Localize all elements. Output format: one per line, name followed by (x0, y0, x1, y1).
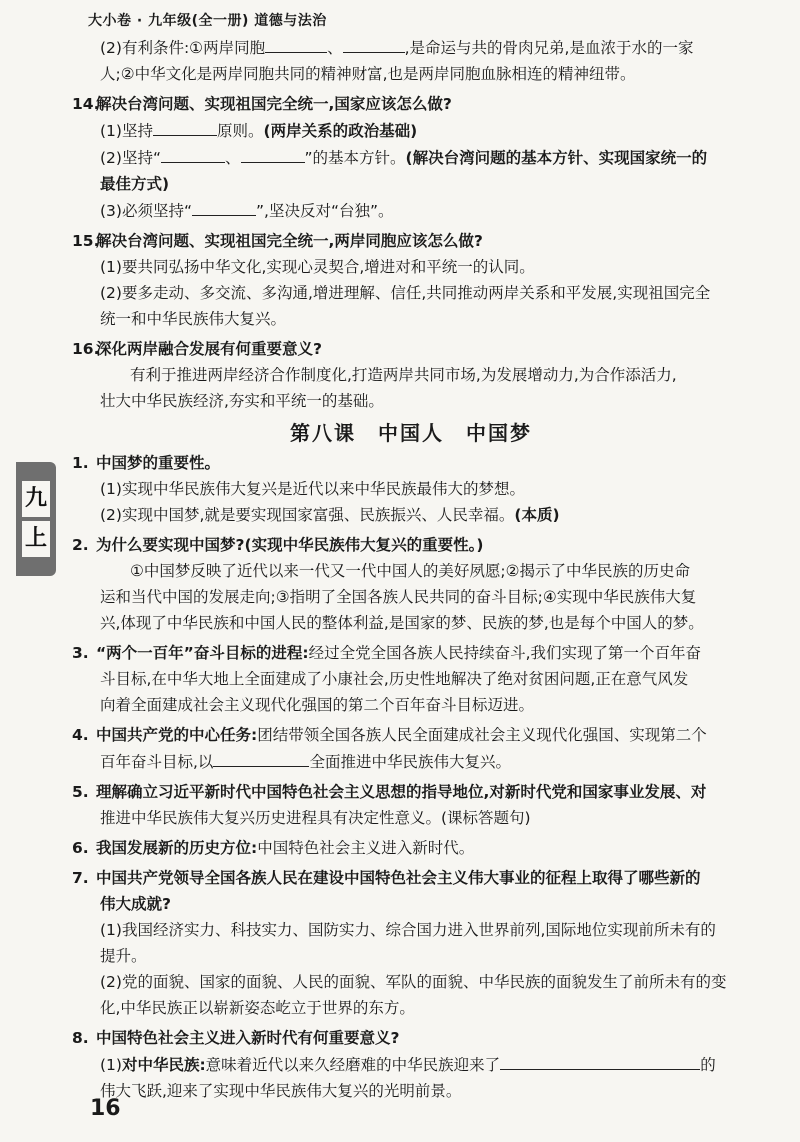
fill-blank[interactable] (241, 144, 305, 163)
point-6: 6. 我国发展新的历史方位:中国特色社会主义进入新时代。 (72, 839, 475, 857)
page-content (72, 34, 750, 1104)
question-15: 15.解决台湾问题、实现祖国完全统一,两岸同胞应该怎么做? (72, 232, 483, 250)
point-5: 5. 理解确立习近平新时代中国特色社会主义思想的指导地位,对新时代党和国家事业发展、对 (72, 783, 707, 801)
text-line: 向着全面建成社会主义现代化强国的第二个百年奋斗目标迈进。 (100, 696, 535, 714)
text-line: 伟大成就? (100, 895, 171, 913)
point-4: 4. 中国共产党的中心任务:团结带领全国各族人民全面建成社会主义现代化强国、实现第二个 (72, 726, 707, 744)
text-line: 兴,体现了中华民族和中国人民的整体利益,是国家的梦、民族的梦,也是每个中国人的梦。 (100, 614, 704, 632)
fill-blank[interactable] (192, 197, 256, 216)
text-line: 伟大飞跃,迎来了实现中华民族伟大复兴的光明前景。 (100, 1082, 462, 1100)
point-7: 7. 中国共产党领导全国各族人民在建设中国特色社会主义伟大事业的征程上取得了哪些新的 (72, 869, 701, 887)
text-line: (3)必须坚持“ ”,坚决反对“台独”。 (72, 197, 750, 224)
point-3: 3. “两个一百年”奋斗目标的进程:经过全党全国各族人民持续奋斗,我们实现了第一个百年奋 (72, 644, 702, 662)
side-tab-char-2: 上 (22, 521, 50, 557)
text-line: (1)要共同弘扬中华文化,实现心灵契合,增进对和平统一的认同。 (100, 258, 535, 276)
text-line: 人;②中华文化是两岸同胞共同的精神财富,也是两岸同胞血脉相连的精神纽带。 (100, 65, 636, 83)
text-line: (1)我国经济实力、科技实力、国防实力、综合国力进入世界前列,国际地位实现前所未有的 (100, 921, 716, 939)
page-header: 大小卷 · 九年级(全一册) 道德与法治 (88, 13, 327, 29)
fill-blank[interactable] (153, 117, 217, 136)
text-line: (1)实现中华民族伟大复兴是近代以来中华民族最伟大的梦想。 (100, 480, 525, 498)
fill-blank[interactable] (500, 1051, 700, 1070)
point-1: 1. 中国梦的重要性。 (72, 454, 221, 472)
text-line: ①中国梦反映了近代以来一代又一代中国人的美好夙愿;②揭示了中华民族的历史命 (130, 562, 691, 580)
question-14: 14.解决台湾问题、实现祖国完全统一,国家应该怎么做? (72, 95, 452, 113)
text-line: (2)坚持“ 、 ”的基本方针。(解决台湾问题的基本方针、实现国家统一的 (72, 144, 750, 171)
text-line: (2)党的面貌、国家的面貌、人民的面貌、军队的面貌、中华民族的面貌发生了前所未有的变 (100, 973, 727, 991)
text-line: (1)坚持 原则。(两岸关系的政治基础) (72, 117, 750, 144)
text-line: 统一和中华民族伟大复兴。 (100, 310, 287, 328)
text-line: 最佳方式) (100, 175, 170, 193)
text-line: (2)要多走动、多交流、多沟通,增进理解、信任,共同推动两岸关系和平发展,实现祖国完全 (100, 284, 711, 302)
point-8: 8. 中国特色社会主义进入新时代有何重要意义? (72, 1029, 400, 1047)
point-2: 2. 为什么要实现中国梦?(实现中华民族伟大复兴的重要性。) (72, 536, 484, 554)
lesson-title: 第八课 中国人 中国梦 (290, 421, 532, 445)
fill-blank[interactable] (265, 34, 327, 53)
text-line: 运和当代中国的发展走向;③指明了全国各族人民共同的奋斗目标;④实现中华民族伟大复 (100, 588, 697, 606)
text-line: (2)有利条件:①两岸同胞 、 ,是命运与共的骨肉兄弟,是血浓于水的一家 (72, 34, 750, 61)
side-tab-char-1: 九 (22, 481, 50, 517)
grade-side-tab (16, 462, 56, 576)
fill-blank[interactable] (213, 748, 309, 767)
text-line: 百年奋斗目标,以 全面推进中华民族伟大复兴。 (72, 748, 750, 775)
page-number: 16 (90, 1096, 121, 1121)
text-line: 提升。 (100, 947, 147, 965)
text-line: 化,中华民族正以崭新姿态屹立于世界的东方。 (100, 999, 415, 1017)
fill-blank[interactable] (161, 144, 225, 163)
fill-blank[interactable] (343, 34, 405, 53)
text-line: (2)实现中国梦,就是要实现国家富强、民族振兴、人民幸福。(本质) (100, 506, 560, 524)
text-line: 有利于推进两岸经济合作制度化,打造两岸共同市场,为发展增动力,为合作添活力, (130, 366, 677, 384)
text-line: 斗目标,在中华大地上全面建成了小康社会,历史性地解决了绝对贫困问题,正在意气风发 (100, 670, 689, 688)
text-line: 壮大中华民族经济,夯实和平统一的基础。 (100, 392, 384, 410)
question-16: 16.深化两岸融合发展有何重要意义? (72, 340, 322, 358)
text-line: (1)对中华民族:意味着近代以来久经磨难的中华民族迎来了 的 (72, 1051, 750, 1078)
text-line: 推进中华民族伟大复兴历史进程具有决定性意义。(课标答题句) (100, 809, 531, 827)
